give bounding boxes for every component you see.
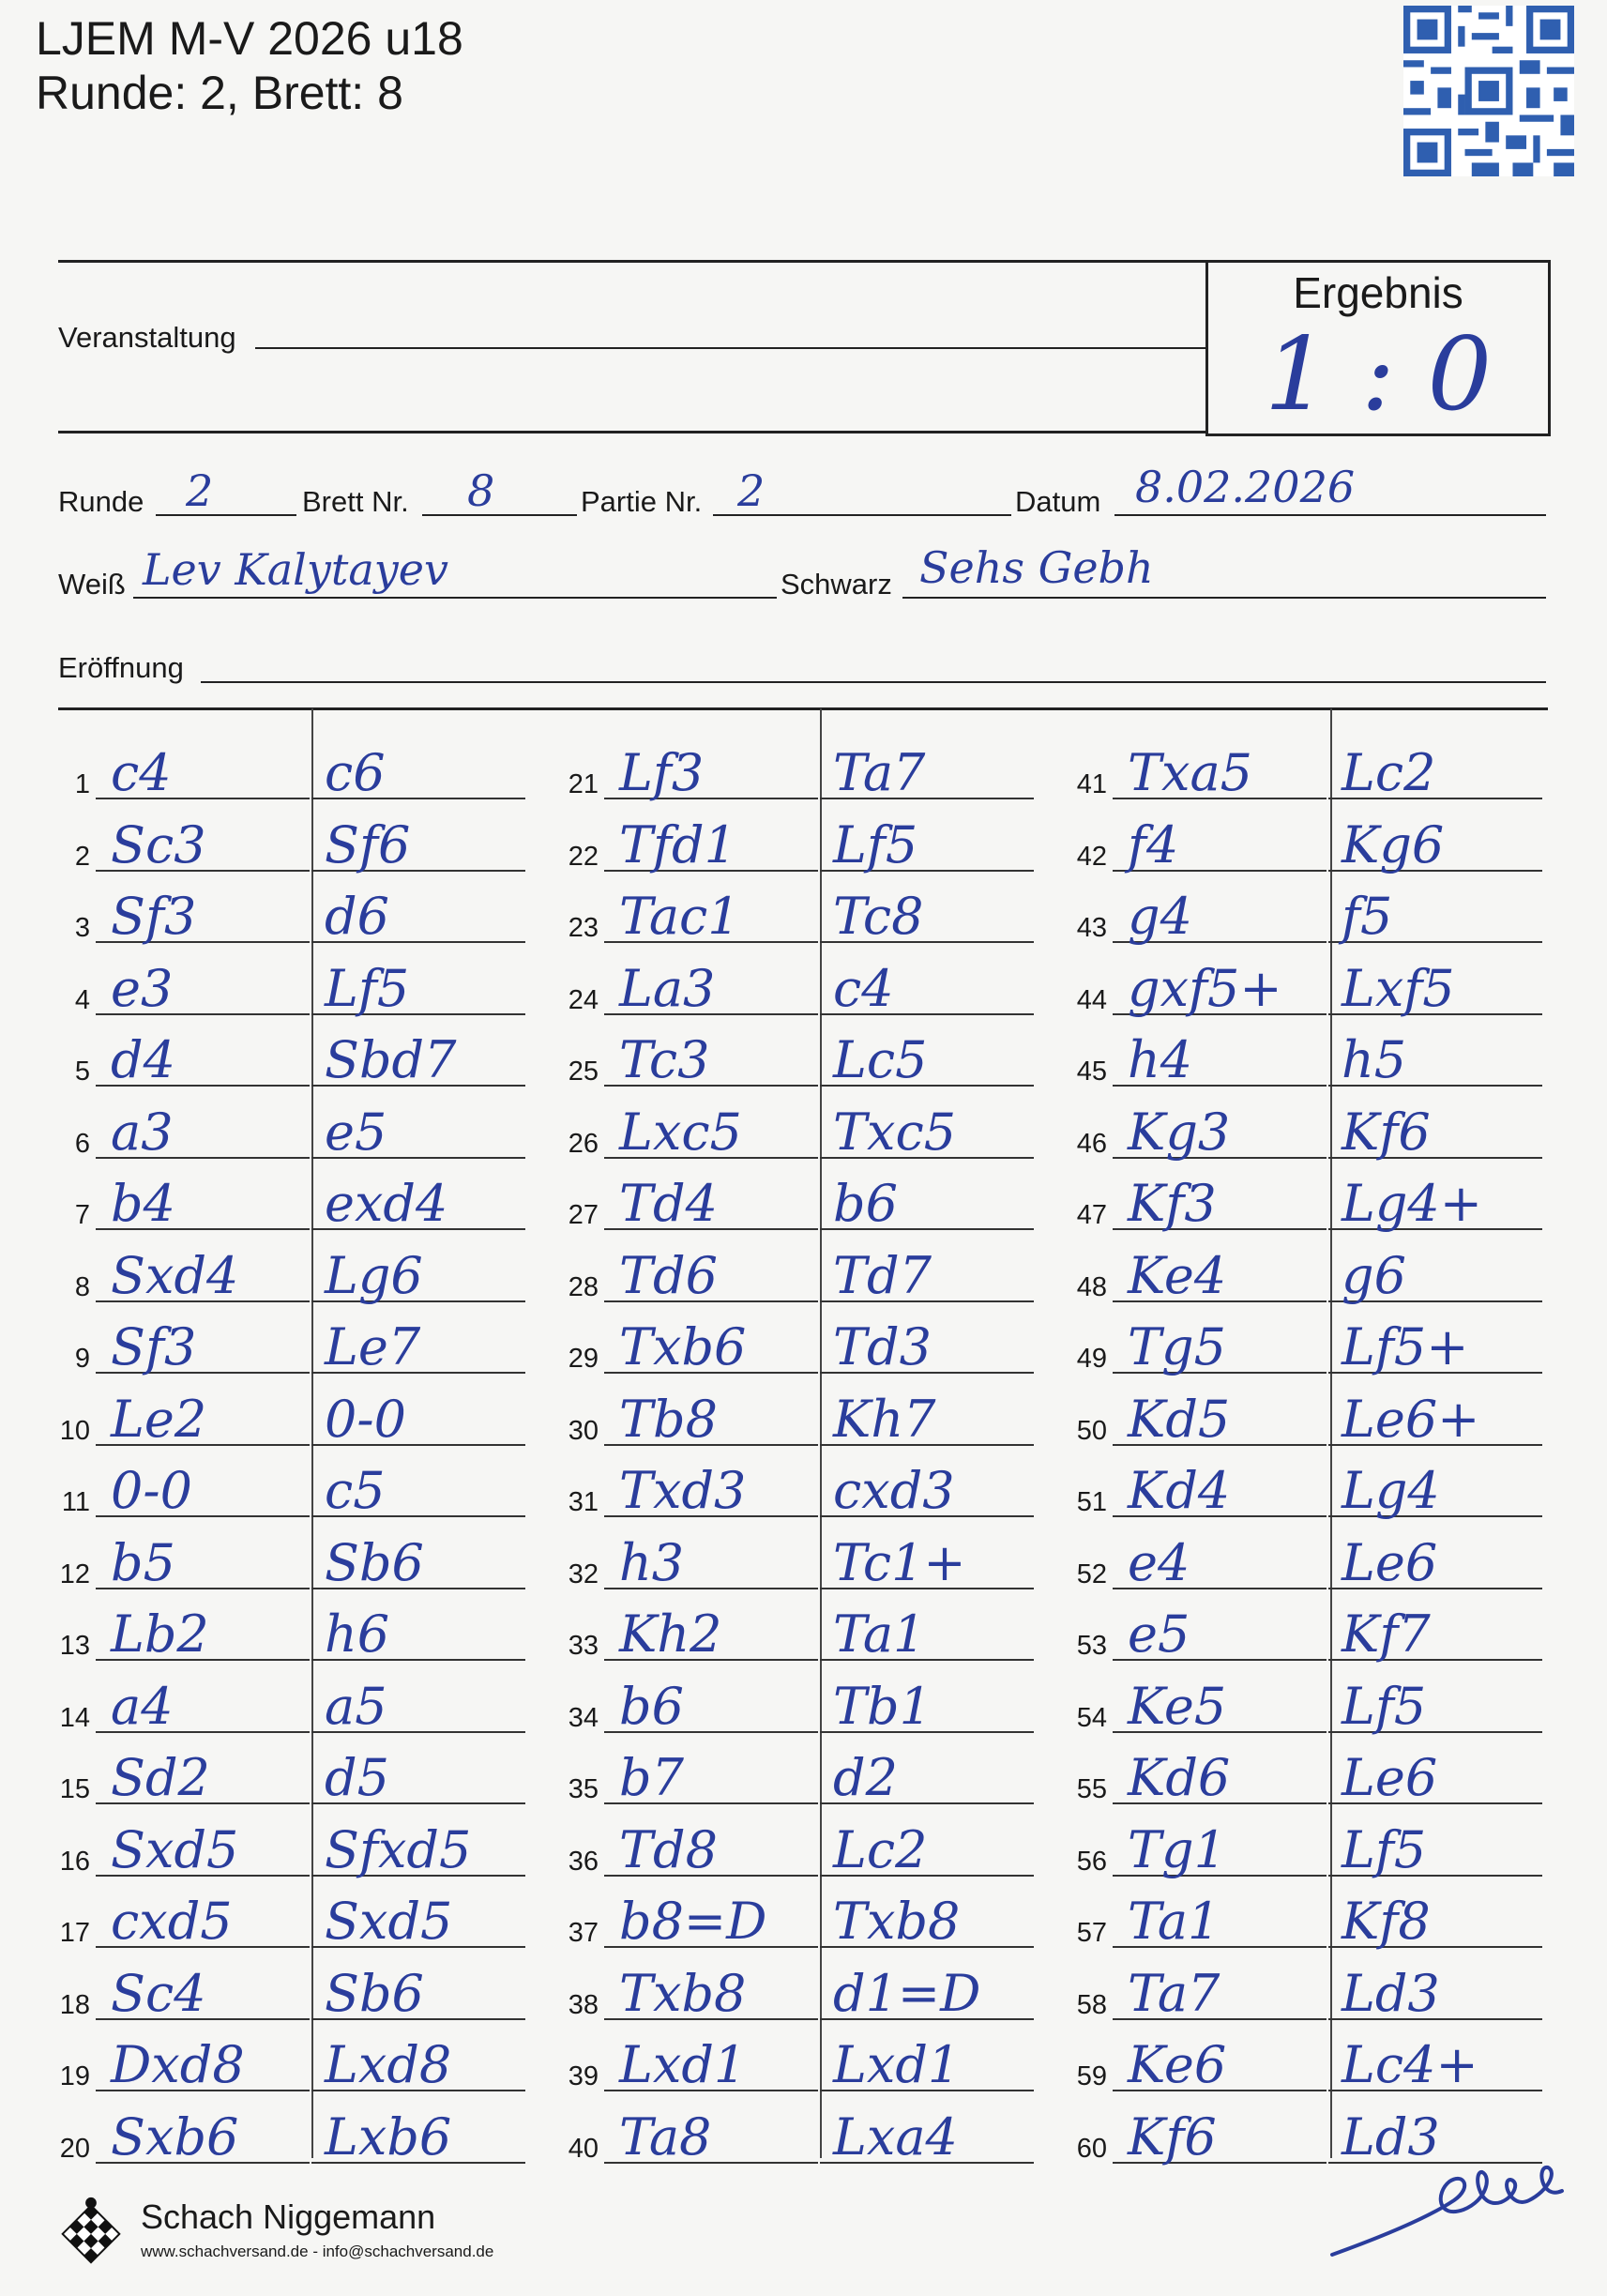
move-number: 58 <box>1076 1989 1107 2020</box>
move-number: 37 <box>568 1918 599 1948</box>
move-black: d2 <box>833 1748 898 1807</box>
move-black: cxd3 <box>833 1461 955 1520</box>
move-white: Sc4 <box>111 1963 206 2023</box>
move-number: 60 <box>1076 2133 1107 2164</box>
move-white: b7 <box>619 1748 684 1807</box>
move-white: gxf5+ <box>1128 958 1282 1018</box>
ergebnis-value: 1 : 0 <box>1264 316 1493 433</box>
move-black: h6 <box>325 1604 390 1664</box>
move-white: Kd4 <box>1128 1461 1231 1520</box>
move-black: exd4 <box>325 1174 448 1233</box>
move-number: 41 <box>1076 769 1107 799</box>
move-white: Sxd5 <box>111 1819 239 1879</box>
move-black: Lxd8 <box>325 2035 452 2094</box>
move-number: 56 <box>1076 1846 1107 1877</box>
move-white: Dxd8 <box>111 2035 245 2094</box>
move-number: 3 <box>74 913 90 943</box>
move-black: Lf5 <box>833 814 918 874</box>
move-number: 33 <box>568 1631 599 1661</box>
move-number: 1 <box>74 769 90 799</box>
weiss-line <box>133 597 777 599</box>
move-black: Tb1 <box>833 1676 932 1736</box>
move-number: 45 <box>1076 1057 1107 1087</box>
move-number: 26 <box>568 1128 599 1159</box>
move-black: Lg4 <box>1342 1461 1440 1520</box>
datum-line <box>1114 514 1546 516</box>
move-white: b5 <box>111 1532 175 1592</box>
move-white: Tc3 <box>619 1030 710 1089</box>
move-white: Lxc5 <box>619 1102 742 1162</box>
schwarz-value: Sehs Gebh <box>919 542 1154 593</box>
move-black: Sxd5 <box>325 1892 453 1951</box>
move-white: Sxd4 <box>111 1245 239 1305</box>
move-black: a5 <box>325 1676 387 1736</box>
move-white: Ta7 <box>1128 1963 1220 2023</box>
move-number: 25 <box>568 1057 599 1087</box>
move-white: 0-0 <box>111 1461 192 1520</box>
brett-line <box>422 514 577 516</box>
move-black: c4 <box>833 958 894 1018</box>
move-white: Ke6 <box>1128 2035 1227 2094</box>
schwarz-line <box>902 597 1546 599</box>
move-black: Lc2 <box>1342 743 1436 802</box>
move-black: Lc2 <box>833 1819 928 1879</box>
move-white: f4 <box>1128 814 1179 874</box>
move-number: 54 <box>1076 1702 1107 1733</box>
move-white: Tg5 <box>1128 1317 1226 1376</box>
eroeffnung-line <box>201 681 1546 683</box>
move-black: e5 <box>325 1102 387 1162</box>
veranstaltung-line <box>255 347 1205 349</box>
move-black: Txc5 <box>833 1102 957 1162</box>
move-white: Kf6 <box>1128 2106 1217 2167</box>
move-white: g4 <box>1128 887 1192 946</box>
move-number: 14 <box>59 1702 90 1733</box>
move-black: Le6 <box>1342 1748 1438 1807</box>
move-white: Sd2 <box>111 1748 210 1807</box>
move-black: Lxd1 <box>833 2035 961 2094</box>
move-number: 6 <box>74 1128 90 1159</box>
move-white: cxd5 <box>111 1892 233 1951</box>
move-number: 59 <box>1076 2061 1107 2091</box>
move-white: Kg3 <box>1128 1102 1231 1162</box>
datum-label: Datum <box>1015 485 1101 518</box>
move-black: Lxa4 <box>833 2106 958 2167</box>
move-number: 2 <box>74 841 90 872</box>
move-white: Td4 <box>619 1174 718 1233</box>
runde-label: Runde <box>58 485 144 518</box>
move-black: Td3 <box>833 1317 932 1376</box>
move-black: Lf5 <box>325 958 410 1018</box>
move-white: Lb2 <box>111 1604 209 1664</box>
move-number: 10 <box>59 1415 90 1446</box>
move-black: c6 <box>325 743 386 802</box>
move-white: Sxb6 <box>111 2106 239 2167</box>
move-white: Le2 <box>111 1389 207 1449</box>
move-number: 5 <box>74 1057 90 1087</box>
move-white: Tb8 <box>619 1389 718 1449</box>
move-black: Ld3 <box>1342 1963 1440 2023</box>
move-white: a3 <box>111 1102 174 1162</box>
form-mid-rule <box>58 431 1207 433</box>
move-black: Lc4+ <box>1342 2035 1478 2094</box>
move-white: Ke5 <box>1128 1676 1227 1736</box>
move-white: Txb6 <box>619 1317 747 1376</box>
move-black: Lf5 <box>1342 1819 1427 1879</box>
header-event-line: LJEM M-V 2026 u18 <box>36 12 463 65</box>
eroeffnung-label: Eröffnung <box>58 651 184 684</box>
move-number: 30 <box>568 1415 599 1446</box>
move-white: Td6 <box>619 1245 718 1305</box>
move-white: Kd5 <box>1128 1389 1231 1449</box>
move-white: Sf3 <box>111 1317 197 1376</box>
header-title <box>36 11 463 120</box>
move-black: Ta7 <box>833 743 926 802</box>
move-number: 22 <box>568 841 599 872</box>
move-number: 40 <box>568 2133 599 2164</box>
move-number: 38 <box>568 1989 599 2020</box>
move-number: 21 <box>568 769 599 799</box>
move-number: 50 <box>1076 1415 1107 1446</box>
datum-value: 8.02.2026 <box>1135 462 1356 512</box>
ergebnis-box <box>1205 260 1551 436</box>
move-black: Kh7 <box>833 1389 936 1449</box>
table-top-rule <box>58 707 1548 710</box>
runde-line <box>156 514 296 516</box>
move-black: Le7 <box>325 1317 421 1376</box>
move-black: h5 <box>1342 1030 1407 1089</box>
move-number: 34 <box>568 1702 599 1733</box>
move-black: Kf8 <box>1342 1892 1431 1951</box>
move-white: c4 <box>111 743 172 802</box>
move-black: Kf7 <box>1342 1604 1431 1664</box>
move-number: 16 <box>59 1846 90 1877</box>
move-white: Lf3 <box>619 743 705 802</box>
move-black: b6 <box>833 1174 898 1233</box>
partie-label: Partie Nr. <box>581 485 703 518</box>
move-white: Tg1 <box>1128 1819 1226 1879</box>
move-black: d6 <box>325 887 389 946</box>
move-white: Ta8 <box>619 2106 712 2167</box>
move-black: d1=D <box>833 1963 981 2023</box>
col-sep-1 <box>311 708 313 2158</box>
move-number: 11 <box>61 1487 90 1517</box>
move-black: g6 <box>1342 1245 1406 1305</box>
veranstaltung-label: Veranstaltung <box>58 321 236 354</box>
move-black: c5 <box>325 1461 386 1520</box>
move-white: Ta1 <box>1128 1892 1220 1951</box>
partie-value: 2 <box>737 465 766 516</box>
move-black: Kg6 <box>1342 814 1445 874</box>
move-number: 42 <box>1076 841 1107 872</box>
move-white: Ke4 <box>1128 1245 1227 1305</box>
move-white: e5 <box>1128 1604 1190 1664</box>
move-white: h3 <box>619 1532 685 1592</box>
header-round-line: Runde: 2, Brett: 8 <box>36 67 403 119</box>
move-black: Lxb6 <box>325 2106 452 2167</box>
move-white: Txb8 <box>619 1963 747 2023</box>
move-number: 57 <box>1076 1918 1107 1948</box>
move-number: 51 <box>1076 1487 1107 1517</box>
move-number: 27 <box>568 1200 599 1230</box>
col-sep-3 <box>1330 708 1332 2158</box>
move-black: Lf5 <box>1342 1676 1427 1736</box>
move-number: 39 <box>568 2061 599 2091</box>
move-white: b4 <box>111 1174 175 1233</box>
move-number: 46 <box>1076 1128 1107 1159</box>
move-black: Lf5+ <box>1342 1317 1469 1376</box>
move-white: e3 <box>111 958 174 1018</box>
move-number: 43 <box>1076 913 1107 943</box>
move-number: 35 <box>568 1774 599 1804</box>
move-black: Sf6 <box>325 814 411 874</box>
move-black: Lg6 <box>325 1245 423 1305</box>
chess-board-logo-icon <box>54 2194 128 2267</box>
move-number: 32 <box>568 1559 599 1589</box>
move-white: Kf3 <box>1128 1174 1217 1233</box>
move-number: 20 <box>59 2133 90 2164</box>
move-number: 15 <box>59 1774 90 1804</box>
move-white: Txa5 <box>1128 743 1253 802</box>
move-number: 44 <box>1076 984 1107 1015</box>
move-black: 0-0 <box>325 1389 406 1449</box>
move-white: Lxd1 <box>619 2035 747 2094</box>
move-black: Sb6 <box>325 1963 424 2023</box>
move-white: Tfd1 <box>619 814 736 874</box>
move-black: Td7 <box>833 1245 932 1305</box>
move-black: Lg4+ <box>1342 1174 1483 1233</box>
move-black: Le6+ <box>1342 1389 1480 1449</box>
move-number: 28 <box>568 1271 599 1302</box>
move-black: Tc8 <box>833 887 924 946</box>
move-number: 4 <box>74 984 90 1015</box>
move-number: 8 <box>74 1271 90 1302</box>
move-number: 9 <box>74 1344 90 1374</box>
footer-brand: Schach Niggemann <box>141 2197 436 2236</box>
ergebnis-label: Ergebnis <box>1293 268 1463 317</box>
brett-label: Brett Nr. <box>302 485 409 518</box>
move-number: 13 <box>59 1631 90 1661</box>
move-white: La3 <box>619 958 716 1018</box>
move-white: Td8 <box>619 1819 718 1879</box>
move-number: 12 <box>59 1559 90 1589</box>
move-number: 7 <box>74 1200 90 1230</box>
move-white: Tac1 <box>619 887 740 946</box>
move-number: 52 <box>1076 1559 1107 1589</box>
move-number: 48 <box>1076 1271 1107 1302</box>
move-number: 49 <box>1076 1344 1107 1374</box>
footer-contact: www.schachversand.de - info@schachversand.de <box>141 2243 494 2260</box>
move-number: 36 <box>568 1846 599 1877</box>
move-black: Txb8 <box>833 1892 961 1951</box>
runde-value: 2 <box>186 465 214 516</box>
move-white: b8=D <box>619 1892 767 1951</box>
move-number: 53 <box>1076 1631 1107 1661</box>
move-black: Ta1 <box>833 1604 926 1664</box>
move-number: 47 <box>1076 1200 1107 1230</box>
move-black: Ld3 <box>1342 2106 1440 2167</box>
move-black: f5 <box>1342 887 1393 946</box>
move-black: Sfxd5 <box>325 1819 472 1879</box>
schwarz-label: Schwarz <box>781 568 892 601</box>
brett-value: 8 <box>467 465 495 516</box>
move-black: Sbd7 <box>325 1030 457 1089</box>
weiss-value: Lev Kalytayev <box>143 544 448 595</box>
move-number: 23 <box>568 913 599 943</box>
move-number: 55 <box>1076 1774 1107 1804</box>
qr-code-icon <box>1403 6 1574 176</box>
move-number: 24 <box>568 984 599 1015</box>
signature-scribble <box>1323 2144 1576 2266</box>
move-number: 17 <box>59 1918 90 1948</box>
move-white: Kh2 <box>619 1604 722 1664</box>
move-white: Sc3 <box>111 814 206 874</box>
move-white: Kd6 <box>1128 1748 1231 1807</box>
move-white: a4 <box>111 1676 174 1736</box>
move-black: Kf6 <box>1342 1102 1431 1162</box>
move-white: Sf3 <box>111 887 197 946</box>
move-white: d4 <box>111 1030 175 1089</box>
move-black: Sb6 <box>325 1532 424 1592</box>
move-black: Tc1+ <box>833 1532 966 1592</box>
move-black: Lc5 <box>833 1030 928 1089</box>
move-black: Lxf5 <box>1342 958 1455 1018</box>
move-number: 31 <box>568 1487 599 1517</box>
move-white: Txd3 <box>619 1461 747 1520</box>
col-sep-2 <box>820 708 822 2158</box>
move-number: 18 <box>59 1989 90 2020</box>
weiss-label: Weiß <box>58 568 126 601</box>
move-number: 19 <box>59 2061 90 2091</box>
move-black: Le6 <box>1342 1532 1438 1592</box>
move-white: b6 <box>619 1676 684 1736</box>
move-white: e4 <box>1128 1532 1190 1592</box>
move-white: h4 <box>1128 1030 1193 1089</box>
move-black: d5 <box>325 1748 389 1807</box>
move-number: 29 <box>568 1344 599 1374</box>
